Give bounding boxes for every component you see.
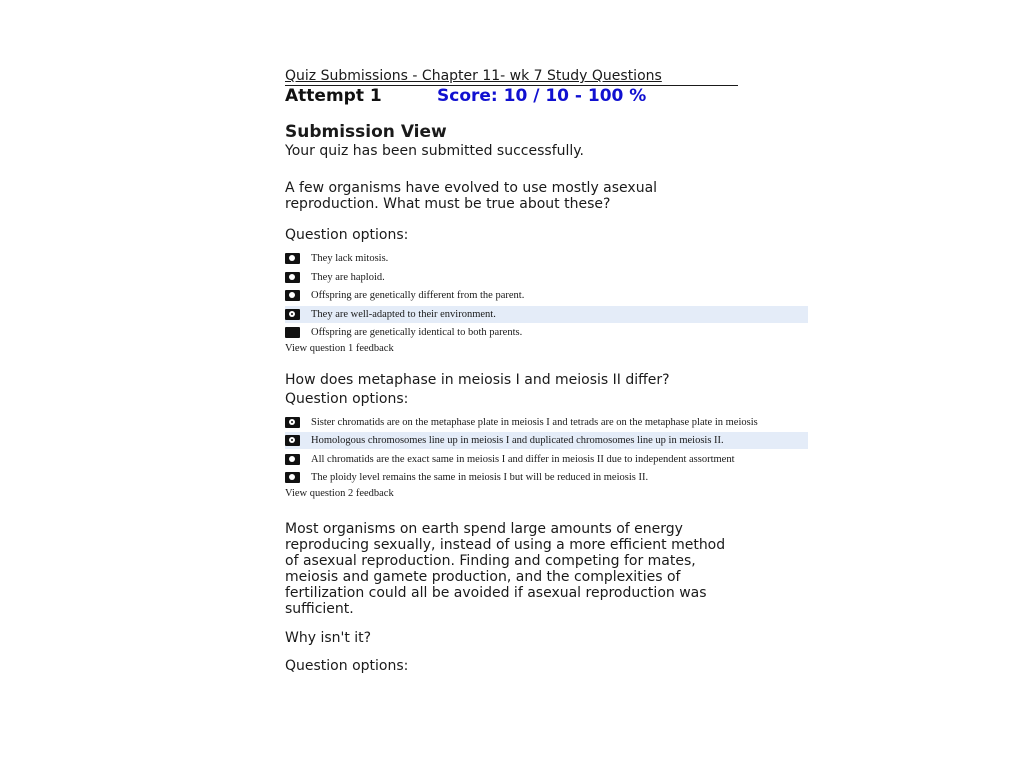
- q1-option-3[interactable]: [285, 287, 808, 304]
- submission-page: [285, 68, 825, 675]
- q2-option-2[interactable]: [285, 432, 808, 449]
- q1-option-4-label: They are well-adapted to their environment.: [311, 308, 496, 320]
- radio-icon[interactable]: [285, 327, 300, 338]
- attempt-row: [285, 86, 825, 108]
- question-2-options-label: Question options:: [285, 390, 409, 407]
- radio-icon[interactable]: [285, 253, 300, 264]
- q2-option-2-label: Homologous chromosomes line up in meiosis I and duplicated chromosomes line up in meiosis II.: [311, 435, 724, 446]
- question-2-text: How does metaphase in meiosis I and meiosis II differ?: [285, 371, 670, 388]
- question-1-text: A few organisms have evolved to use mostly asexual reproduction. What must be true about these?: [285, 180, 658, 212]
- question-1: [285, 180, 825, 355]
- q1-option-2-label: They are haploid.: [311, 271, 385, 283]
- score-label: Score: 10 / 10 - 100 %: [437, 86, 647, 106]
- question-1-feedback-link[interactable]: View question 1 feedback: [285, 342, 394, 354]
- radio-icon[interactable]: [285, 417, 300, 428]
- radio-icon[interactable]: [285, 454, 300, 465]
- submission-message: Your quiz has been submitted successfully.: [285, 143, 585, 159]
- submission-view-title: Submission View: [285, 122, 447, 142]
- question-3-text: Most organisms on earth spend large amounts of energy reproducing sexually, instead of using a more efficient method of asexual reproduction. Finding and competing for mates, meiosis and gamete production, and the complexities of fertilization could all be avoided if asexual reproduction was sufficient.: [285, 520, 726, 617]
- q1-option-3-label: Offspring are genetically different from the parent.: [311, 290, 525, 301]
- radio-selected-icon[interactable]: [285, 435, 300, 446]
- q2-option-4[interactable]: [285, 469, 808, 486]
- question-2-feedback-link[interactable]: View question 2 feedback: [285, 487, 394, 499]
- radio-icon[interactable]: [285, 290, 300, 301]
- q2-option-1-label: Sister chromatids are on the metaphase plate in meiosis I and tetrads are on the metaphase plate in meiosis: [311, 416, 758, 428]
- question-2-options: [285, 414, 825, 487]
- q2-option-1[interactable]: [285, 414, 808, 431]
- radio-selected-icon[interactable]: [285, 309, 300, 320]
- question-3-followup: Why isn't it?: [285, 629, 372, 646]
- question-2: [285, 372, 825, 500]
- q1-option-5-label: Offspring are genetically identical to both parents.: [311, 327, 523, 338]
- question-1-options-label: Question options:: [285, 227, 409, 243]
- quiz-title-text: Quiz Submissions - Chapter 11- wk 7 Study Questions: [285, 68, 662, 84]
- question-3: [285, 521, 825, 675]
- q1-option-1[interactable]: [285, 250, 808, 267]
- attempt-label: Attempt 1: [285, 86, 382, 106]
- q1-option-4[interactable]: [285, 306, 808, 323]
- q2-option-3-label: All chromatids are the exact same in meiosis I and differ in meiosis II due to independent assortment: [311, 453, 735, 465]
- q1-option-1-label: They lack mitosis.: [311, 253, 389, 264]
- q2-option-4-label: The ploidy level remains the same in meiosis I but will be reduced in meiosis II.: [311, 472, 649, 483]
- quiz-title: [285, 68, 738, 86]
- q1-option-2[interactable]: [285, 269, 808, 286]
- q1-option-5[interactable]: [285, 324, 808, 341]
- question-3-options-label: Question options:: [285, 657, 409, 674]
- radio-icon[interactable]: [285, 472, 300, 483]
- q2-option-3[interactable]: [285, 451, 808, 468]
- radio-icon[interactable]: [285, 272, 300, 283]
- question-1-options: [285, 250, 825, 341]
